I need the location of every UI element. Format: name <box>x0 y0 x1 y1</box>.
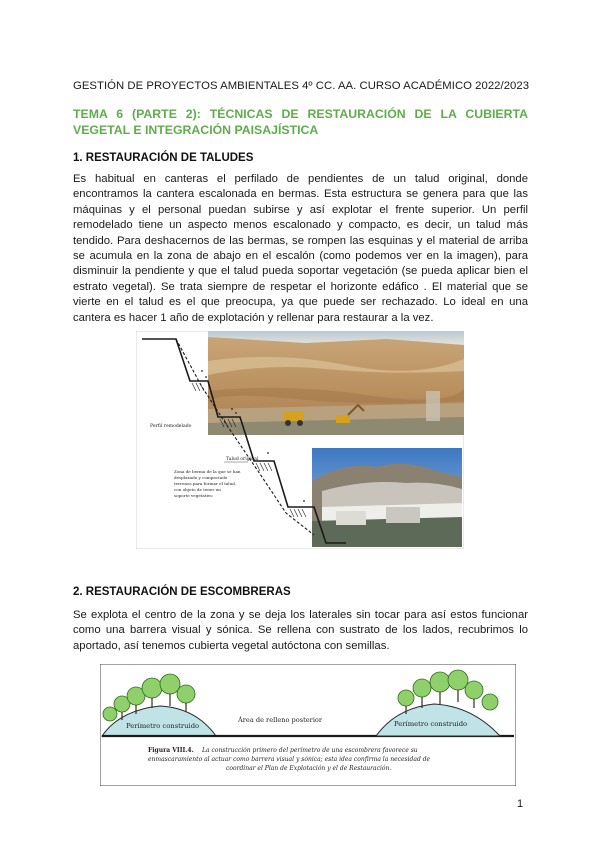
label-perfil-remodelado: Perfil remodelado <box>150 424 192 429</box>
quarry-photo <box>208 331 464 435</box>
course-header: GESTIÓN DE PROYECTOS AMBIENTALES 4º CC. AA. CURSO ACADÉMICO 2022/2023 <box>73 80 530 92</box>
berma-label-line: soporte vegetativo <box>174 493 213 498</box>
slope-restoration-figure <box>136 331 464 549</box>
caption-line: La construcción primero del perímetro de una escombrera favorece su <box>202 747 418 754</box>
section-1-heading: 1. RESTAURACIÓN DE TALUDES <box>73 152 254 164</box>
label-fill-area: Área de relleno posterior <box>238 716 323 724</box>
page-number: 1 <box>517 798 524 810</box>
section-2-heading: 2. RESTAURACIÓN DE ESCOMBRERAS <box>73 586 291 598</box>
caption-figure-number: Figura VIII.4. <box>148 747 194 754</box>
berma-label-line: con objeto de tener un <box>174 487 221 492</box>
caption-line: enmascaramiento al actuar como barrera visual y sónica; esta idea confirma la necesidad de <box>148 756 431 763</box>
section-2-body: Se explota el centro de la zona y se deja los laterales sin tocar para así estos funcionar como una barrera visual y sónica. Se rellena con sustrato de los lados, recubrimos lo aportado, así tenemos cubierta vegetal autóctona con semillas. <box>73 609 528 652</box>
label-talud-original: Talud original <box>226 457 259 462</box>
caption-line: coordinar el Plan de Explotación y el de Restauración. <box>226 765 392 772</box>
label-left-perimeter: Perímetro construido <box>126 722 200 730</box>
terraced-quarry-photo <box>312 448 462 547</box>
section-1-body: Es habitual en canteras el perfilado de pendientes de un talud original, donde encontramos la cantera escalonada en bermas. Esta estructura se genera para que las máquinas y el personal puedan subirse y así explotar el frente superior. Un perfil remodelado tiene un aspecto menos escalonado y compacto, es decir, un talud más tendido. Para deshacernos de las bermas, se rompen las esquinas y el material de arriba se acumula en la zona de abajo en el escalón (como podemos ver en la imagen), para disminuir la pendiente y que el talud pueda soportar vegetación (se pueda aplicar bien el estrato vegetal). Se trata siempre de respetar el horizonte edáfico . El material que se vierte en el talud es el que preocupa, ya que puede ser rechazado. Lo ideal en una cantera es hacer 1 año de explotación y rellenar para restaurar a la vez. <box>73 173 528 324</box>
bulldozer <box>284 411 304 421</box>
label-right-perimeter: Perímetro construido <box>394 720 468 728</box>
spoil-heap-figure <box>100 664 516 786</box>
berma-label-line: Zona de berma de la que se han <box>174 469 241 474</box>
topic-title: TEMA 6 (PARTE 2): TÉCNICAS DE RESTAURACIÓN DE LA CUBIERTA VEGETAL E INTEGRACIÓN PAISAJÍSTICA <box>73 107 528 137</box>
backhoe <box>336 415 350 423</box>
berma-label-line: desplazado y compactado <box>174 475 228 480</box>
berma-label-line: terrenos para formar el talud, <box>174 481 237 486</box>
